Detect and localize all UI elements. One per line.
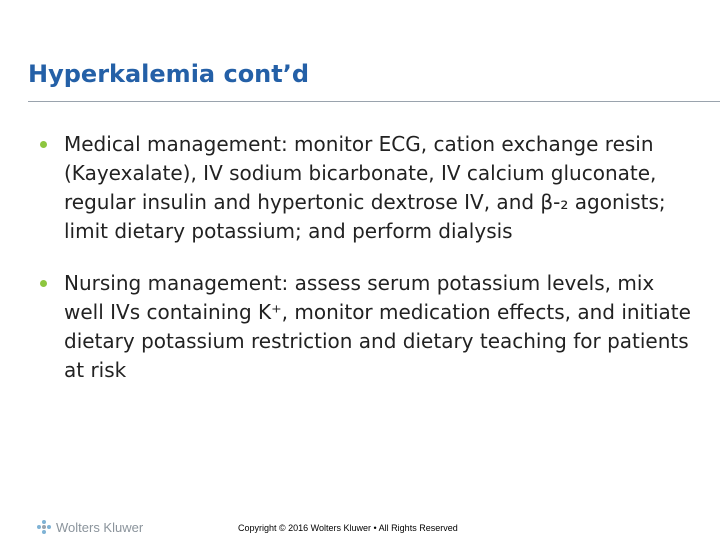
copyright-text: Copyright © 2016 Wolters Kluwer • All Rights Reserved [238, 523, 458, 533]
bullet-dot-icon [40, 280, 47, 287]
bullet-list [40, 130, 700, 408]
bullet-text: Medical management: monitor ECG, cation exchange resin (Kayexalate), IV sodium bicarbonate, IV calcium gluconate, regular insulin and hypertonic dextrose IV, and β-₂ agonists; limit dietary potassium; and perform dialysis [64, 132, 666, 243]
wolters-kluwer-logo-icon [36, 519, 52, 535]
bullet-text: Nursing management: assess serum potassium levels, mix well IVs containing K⁺, monitor medication effects, and initiate dietary potassium restriction and dietary teaching for patients at risk [64, 271, 691, 382]
title-divider [28, 101, 720, 102]
bullet-item [40, 130, 700, 246]
bullet-item [40, 269, 700, 385]
bullet-dot-icon [40, 141, 47, 148]
slide-title: Hyperkalemia cont’d [28, 60, 310, 88]
logo-text: Wolters Kluwer [56, 519, 144, 535]
wolters-kluwer-logo [36, 519, 143, 535]
